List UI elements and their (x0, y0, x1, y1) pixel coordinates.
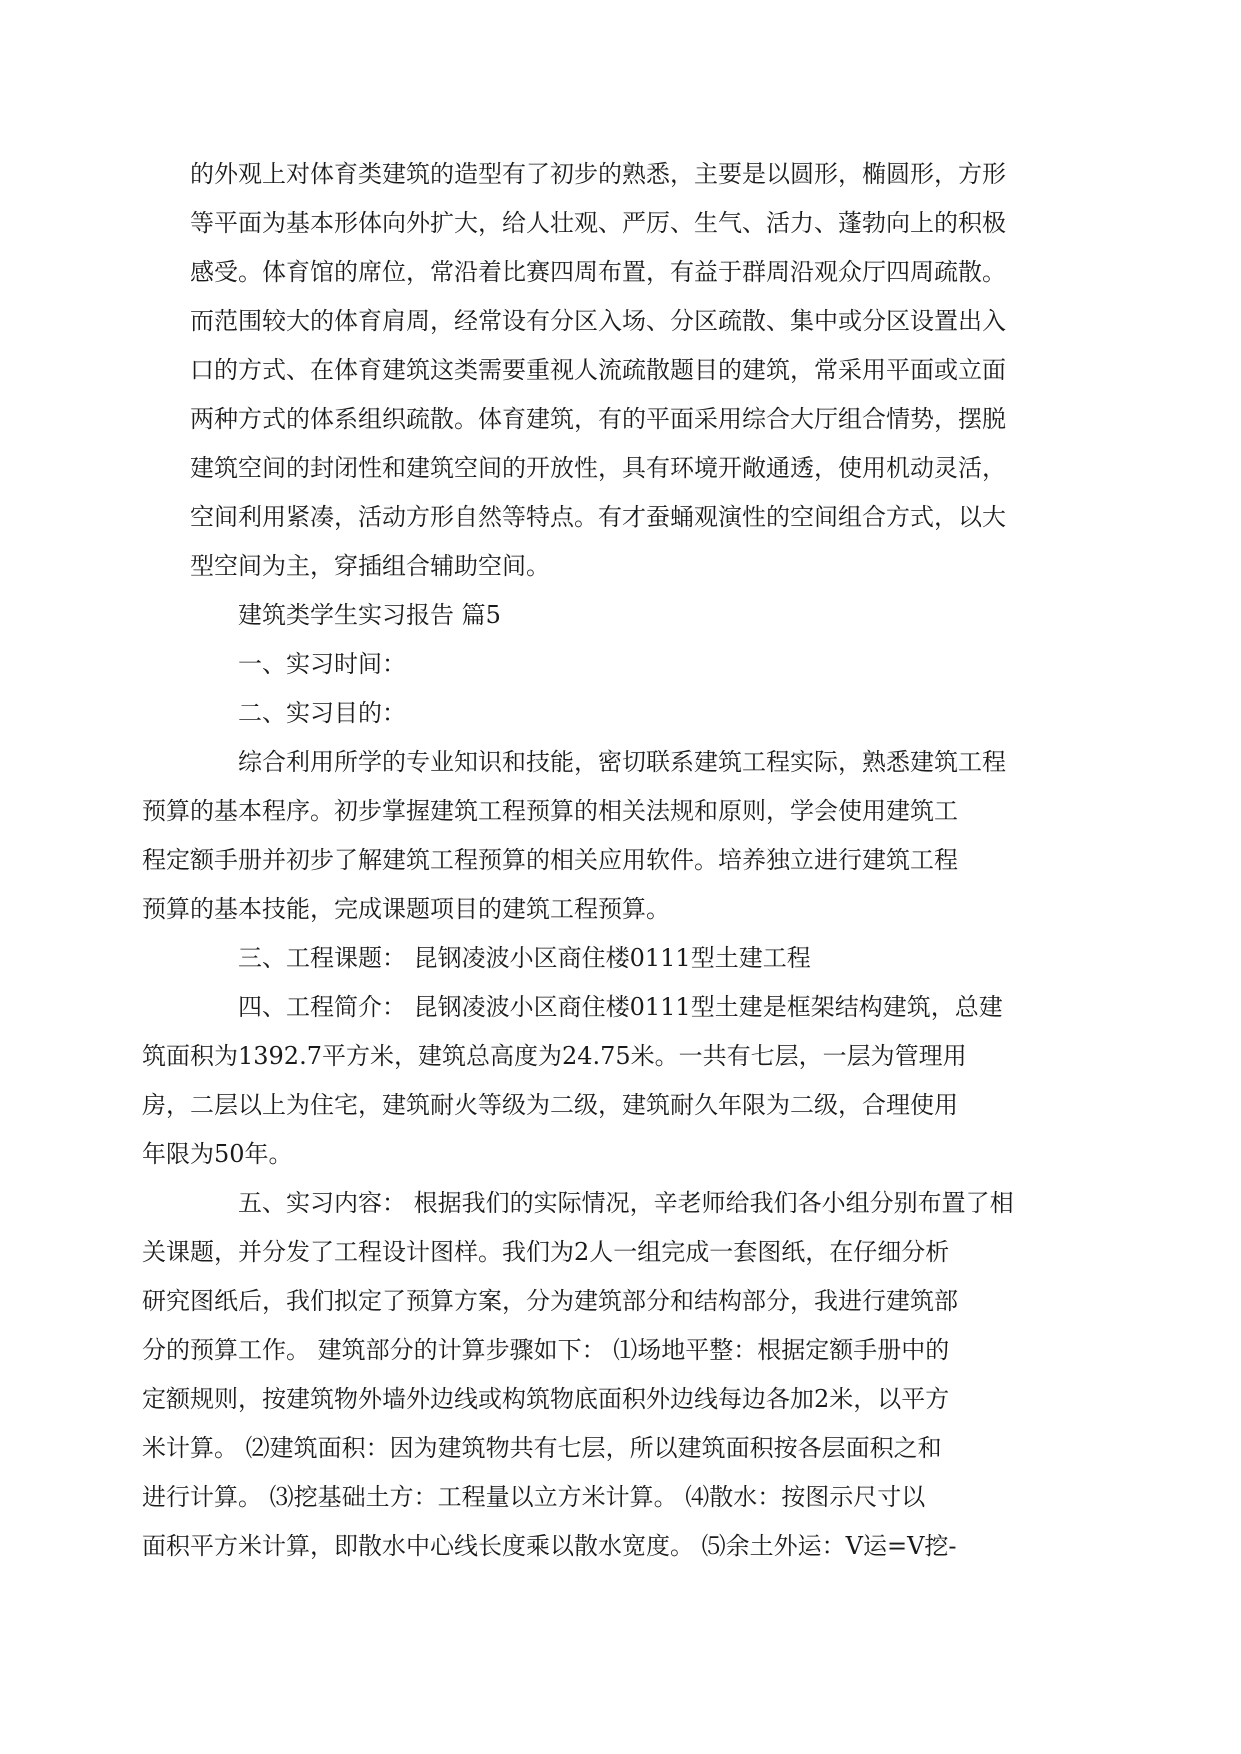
text-line: 预算的基本程序。初步掌握建筑工程预算的相关法规和原则，学会使用建筑工 (142, 797, 958, 825)
text-line: 建筑空间的封闭性和建筑空间的开放性，具有环境开敞通透，使用机动灵活， (190, 454, 1006, 482)
text-line: 二、实习目的： (238, 699, 406, 727)
text-line: 预算的基本技能，完成课题项目的建筑工程预算。 (142, 895, 670, 923)
text-line: 等平面为基本形体向外扩大，给人壮观、严厉、生气、活力、蓬勃向上的积极 (190, 209, 1006, 237)
paragraph-intro (190, 150, 1052, 591)
text-line: 房，二层以上为住宅，建筑耐火等级为二级，建筑耐久年限为二级，合理使用 (142, 1091, 958, 1119)
text-line: 研究图纸后，我们拟定了预算方案，分为建筑部分和结构部分，我进行建筑部 (142, 1287, 958, 1315)
text-line: 分的预算工作。 建筑部分的计算步骤如下： ⑴场地平整：根据定额手册中的 (142, 1336, 950, 1364)
paragraph-internship-time (190, 640, 1052, 689)
paragraph-purpose-body (142, 738, 1052, 934)
text-line: 三、工程课题： 昆钢凌波小区商住楼0111型土建工程 (238, 944, 811, 972)
text-line: 的外观上对体育类建筑的造型有了初步的熟悉，主要是以圆形，椭圆形，方形 (190, 160, 1006, 188)
paragraph-project-topic (190, 934, 1052, 983)
text-line: 一、实习时间： (238, 650, 406, 678)
section-heading (190, 591, 1052, 640)
text-line: 筑面积为1392.7平方米，建筑总高度为24.75米。一共有七层，一层为管理用 (142, 1042, 967, 1070)
text-line: 面积平方米计算，即散水中心线长度乘以散水宽度。 ⑸余土外运：V运=V挖- (142, 1532, 957, 1560)
text-line: 空间利用紧凑，活动方形自然等特点。有才蚕蛹观演性的空间组合方式，以大 (190, 503, 1006, 531)
text-line: 口的方式、在体育建筑这类需要重视人流疏散题目的建筑，常采用平面或立面 (190, 356, 1006, 384)
text-line: 定额规则，按建筑物外墙外边线或构筑物底面积外边线每边各加2米，以平方 (142, 1385, 950, 1413)
text-line: 米计算。 ⑵建筑面积：因为建筑物共有七层，所以建筑面积按各层面积之和 (142, 1434, 942, 1462)
text-line: 而范围较大的体育肩周，经常设有分区入场、分区疏散、集中或分区设置出入 (190, 307, 1006, 335)
text-line: 五、实习内容： 根据我们的实际情况，辛老师给我们各小组分别布置了相 (238, 1189, 1014, 1217)
text-line: 关课题，并分发了工程设计图样。我们为2人一组完成一套图纸，在仔细分析 (142, 1238, 950, 1266)
text-line: 年限为50年。 (142, 1140, 293, 1168)
paragraph-internship-content (142, 1179, 1052, 1571)
heading-text: 建筑类学生实习报告 篇5 (238, 601, 501, 629)
paragraph-project-intro (142, 983, 1052, 1179)
text-line: 两种方式的体系组织疏散。体育建筑，有的平面采用综合大厅组合情势，摆脱 (190, 405, 1006, 433)
text-line: 四、工程简介： 昆钢凌波小区商住楼0111型土建是框架结构建筑，总建 (238, 993, 1003, 1021)
document-page (142, 150, 1052, 1571)
text-line: 综合利用所学的专业知识和技能，密切联系建筑工程实际，熟悉建筑工程 (238, 748, 1006, 776)
paragraph-internship-purpose (190, 689, 1052, 738)
text-line: 进行计算。 ⑶挖基础土方：工程量以立方米计算。 ⑷散水：按图示尺寸以 (142, 1483, 926, 1511)
text-line: 型空间为主，穿插组合辅助空间。 (190, 552, 550, 580)
text-line: 程定额手册并初步了解建筑工程预算的相关应用软件。培养独立进行建筑工程 (142, 846, 958, 874)
text-line: 感受。体育馆的席位，常沿着比赛四周布置，有益于群周沿观众厅四周疏散。 (190, 258, 1006, 286)
